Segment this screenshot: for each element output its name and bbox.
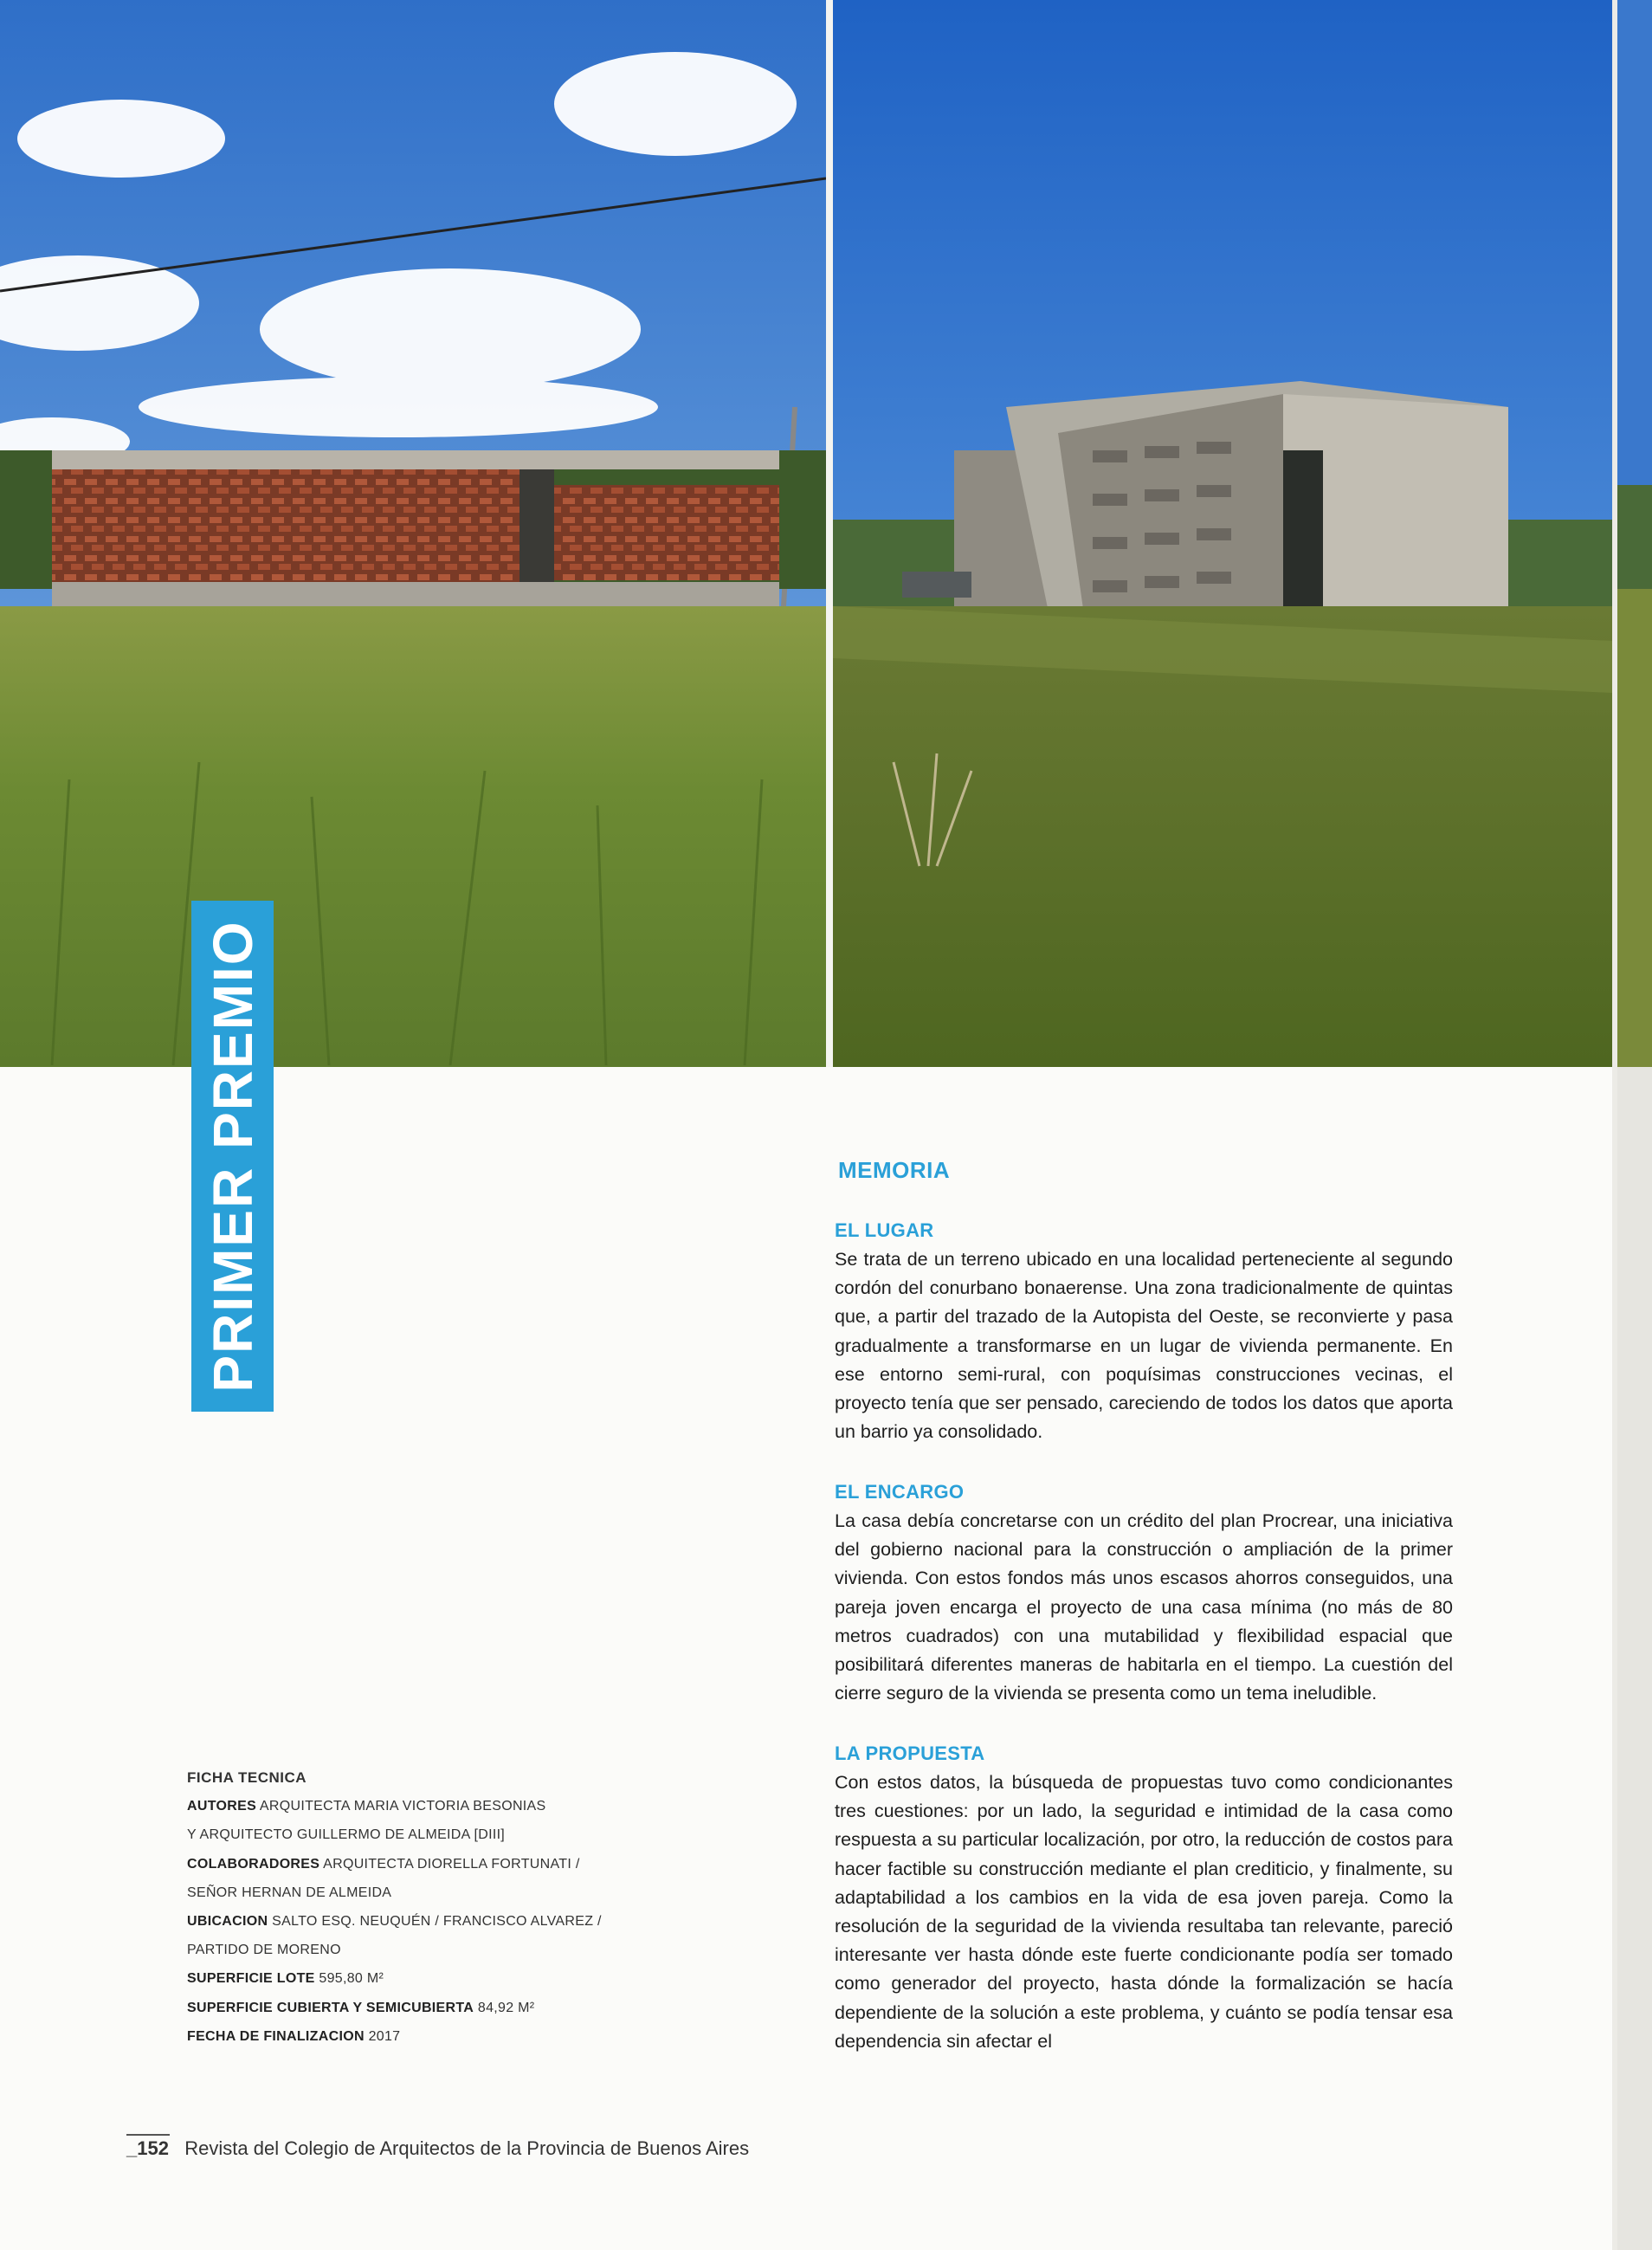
ficha-value: 84,92 M² bbox=[477, 2000, 535, 2015]
ficha-value: ARQUITECTA MARIA VICTORIA BESONIAS bbox=[259, 1799, 546, 1814]
section-heading: EL LUGAR bbox=[835, 1219, 934, 1241]
ficha-label: UBICACION bbox=[187, 1914, 268, 1930]
ficha-value: 2017 bbox=[368, 2028, 401, 2044]
section-banner bbox=[191, 901, 274, 1412]
ficha-value: ARQUITECTA DIORELLA FORTUNATI / bbox=[323, 1856, 580, 1872]
section-body: Con estos datos, la búsqueda de propuestas tuvo como condicionantes tres cuestiones: por un lado, la seguridad e intimidad de la casa como respuesta a su particular localización, por otro, la reducción de costos para hacer factible su construcción mediante el plan crediticio, y finalmente, su adaptabilidad a los cambios en la vida de esa joven pareja. Como la resolución de la seguridad de la vivienda resultaba tan relevante, pareció interesante ver hasta dónde este fuerte condicionante podía ser tomado como generador del proyecto, hasta dónde la formalización se hacía dependiente de la solución a este problema, y cuánto se podía tensar esa dependencia sin afectar el bbox=[835, 1772, 1453, 2052]
page-footer bbox=[126, 2137, 749, 2160]
ficha-line bbox=[187, 1850, 603, 1878]
publication-name: Revista del Colegio de Arquitectos de la Provincia de Buenos Aires bbox=[184, 2137, 750, 2159]
ficha-label: COLABORADORES bbox=[187, 1856, 320, 1872]
ficha-label: AUTORES bbox=[187, 1799, 257, 1814]
house-photo-left bbox=[0, 0, 826, 1067]
ficha-value: SALTO ESQ. NEUQUÉN / FRANCISCO ALVAREZ / bbox=[272, 1914, 602, 1930]
ficha-value: PARTIDO DE MORENO bbox=[187, 1943, 341, 1958]
section-heading: EL ENCARGO bbox=[835, 1481, 965, 1503]
house-corner-image bbox=[833, 0, 1612, 1067]
next-page-photo-edge bbox=[1617, 0, 1652, 2250]
memoria-title: MEMORIA bbox=[838, 1157, 951, 1183]
technical-sheet-title: FICHA TECNICA bbox=[187, 1769, 307, 1786]
ficha-line bbox=[187, 1936, 603, 1964]
section-body: La casa debía concretarse con un crédito del plan Procrear, una iniciativa del gobierno nacional para la construcción o ampliación de la primer vivienda. Con estos fondos más unos escasos ahorros conseguidos, una pareja joven encarga el proyecto de una casa mínima (no más de 80 metros cuadrados) con una mutabilidad y flexibilidad espacial que posibilitará diferentes maneras de habitarla en el tiempo. La cuestión del cierre seguro de la vivienda se presenta como un tema ineludible. bbox=[835, 1510, 1453, 1704]
ficha-value: 595,80 M² bbox=[319, 1971, 384, 1987]
ficha-line bbox=[187, 1820, 603, 1849]
ficha-line bbox=[187, 1792, 603, 1820]
page-number: _152 bbox=[126, 2137, 169, 2159]
section-body: Se trata de un terreno ubicado en una localidad perteneciente al segundo cordón del conurbano bonaerense. Una zona tradicionalmente de quintas que, a partir del trazado de la Autopista del Oeste, se reconvierte y pasa gradualmente a transformarse en un lugar de vivienda permanente. En ese entorno semi-rural, con poquísimas construcciones vecinas, el proyecto tenía que ser pensado, careciendo de todos los datos que aporta un barrio ya consolidado. bbox=[835, 1249, 1453, 1443]
technical-sheet bbox=[187, 1763, 603, 2051]
photo-divider bbox=[826, 0, 833, 1067]
section-la-propuesta bbox=[835, 1742, 1453, 2056]
ficha-line bbox=[187, 1878, 603, 1907]
footer-rule bbox=[126, 2134, 170, 2136]
ficha-label: FECHA DE FINALIZACION bbox=[187, 2028, 365, 2044]
next-page-image bbox=[1617, 0, 1652, 2250]
house-front-image bbox=[0, 0, 826, 1067]
section-heading: LA PROPUESTA bbox=[835, 1742, 985, 1764]
ficha-line bbox=[187, 1964, 603, 1993]
ficha-value: SEÑOR HERNAN DE ALMEIDA bbox=[187, 1885, 392, 1900]
section-label: PRIMER PREMIO bbox=[201, 920, 264, 1393]
house-photo-right bbox=[833, 0, 1612, 1067]
ficha-label: SUPERFICIE CUBIERTA Y SEMICUBIERTA bbox=[187, 2000, 474, 2015]
ficha-line bbox=[187, 1994, 603, 2022]
ficha-value: Y ARQUITECTO GUILLERMO DE ALMEIDA [DIII] bbox=[187, 1827, 506, 1843]
ficha-line bbox=[187, 1907, 603, 1936]
section-el-encargo bbox=[835, 1481, 1453, 1708]
ficha-line bbox=[187, 2022, 603, 2051]
section-el-lugar bbox=[835, 1219, 1453, 1446]
ficha-label: SUPERFICIE LOTE bbox=[187, 1971, 315, 1987]
